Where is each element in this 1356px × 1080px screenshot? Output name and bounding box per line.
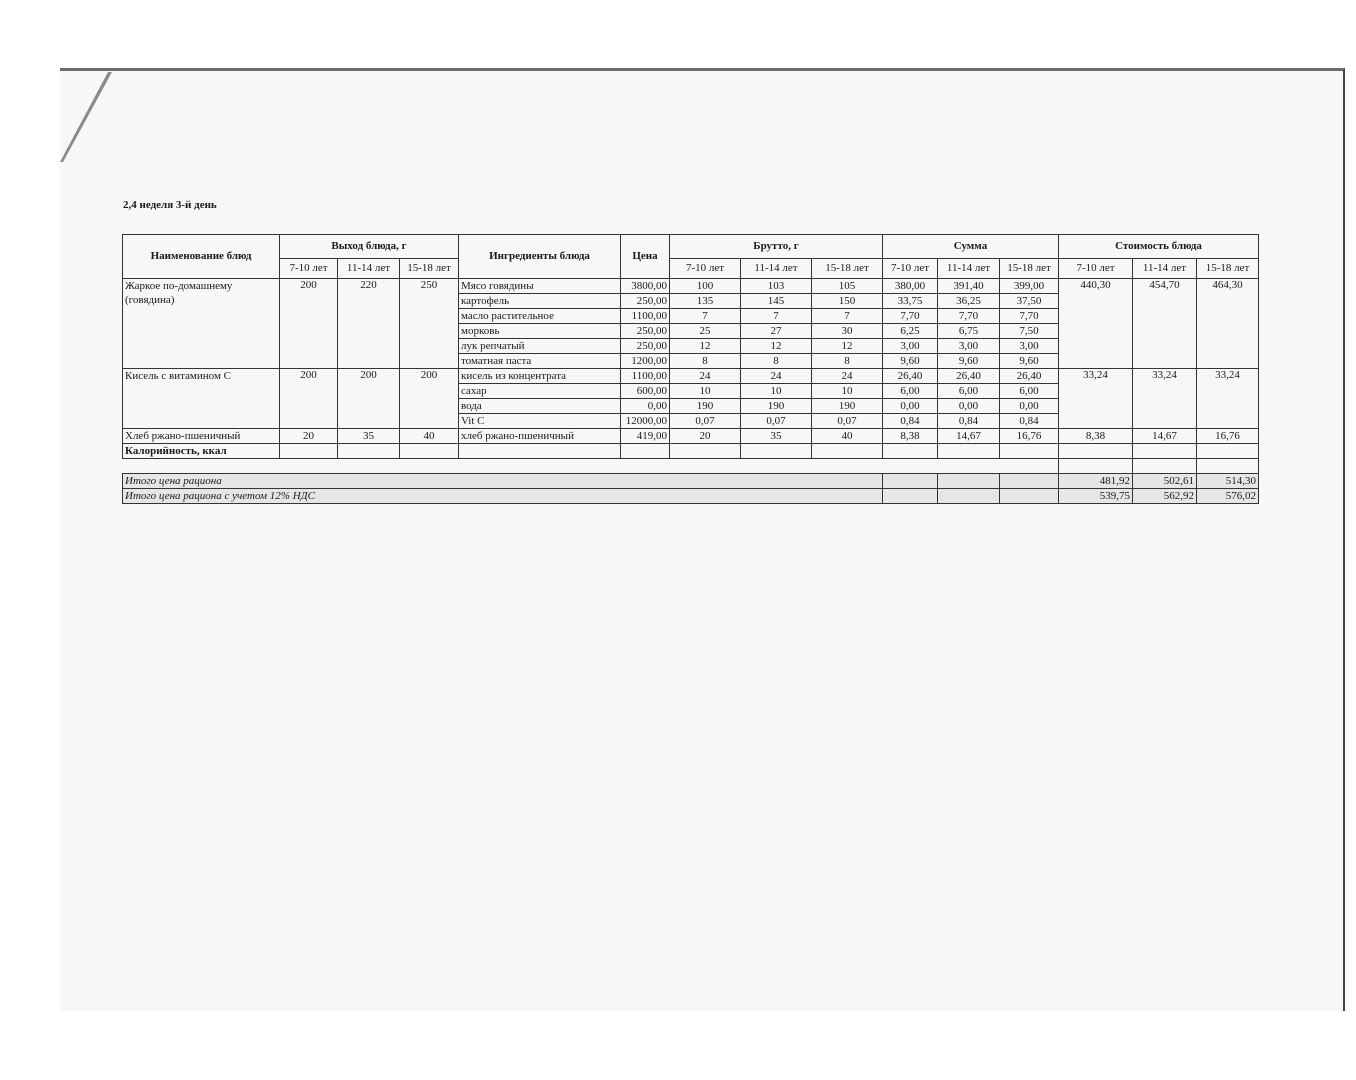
sum-value: 37,50 [1000,294,1059,309]
ingredient-price: 0,00 [621,399,670,414]
empty-cell [1197,444,1259,459]
dish-yield: 200 [400,369,459,429]
ingredient-price: 250,00 [621,339,670,354]
brutto-value: 12 [741,339,812,354]
sum-value: 6,75 [938,324,1000,339]
dish-cost: 33,24 [1133,369,1197,429]
dish-name: Жаркое по-домашнему (говядина) [123,279,280,369]
sum-value: 8,38 [883,429,938,444]
empty-cell [1133,444,1197,459]
dish-yield: 200 [280,369,338,429]
sum-value: 9,60 [938,354,1000,369]
dish-yield: 250 [400,279,459,369]
header-ingredients: Ингредиенты блюда [459,235,621,279]
brutto-value: 190 [741,399,812,414]
empty-cell [812,444,883,459]
empty-cell [938,474,1000,489]
header-age: 11-14 лет [338,259,400,279]
header-sum: Сумма [883,235,1059,259]
empty-cell [400,444,459,459]
header-brutto: Брутто, г [670,235,883,259]
sum-value: 399,00 [1000,279,1059,294]
dish-name: Кисель с витамином С [123,369,280,429]
dish-cost: 33,24 [1059,369,1133,429]
ingredient-price: 250,00 [621,324,670,339]
total-value: 481,92 [1059,474,1133,489]
empty-cell [938,489,1000,504]
brutto-value: 12 [812,339,883,354]
total-vat-value: 576,02 [1197,489,1259,504]
brutto-value: 24 [741,369,812,384]
brutto-value: 8 [670,354,741,369]
sum-value: 6,25 [883,324,938,339]
sum-value: 6,00 [938,384,1000,399]
header-age: 7-10 лет [670,259,741,279]
brutto-value: 7 [812,309,883,324]
sum-value: 380,00 [883,279,938,294]
sum-value: 26,40 [938,369,1000,384]
brutto-value: 105 [812,279,883,294]
header-price: Цена [621,235,670,279]
menu-cost-table [122,234,1259,504]
brutto-value: 40 [812,429,883,444]
brutto-value: 0,07 [812,414,883,429]
brutto-value: 190 [812,399,883,414]
brutto-value: 8 [812,354,883,369]
empty-cell [883,489,938,504]
sum-value: 391,40 [938,279,1000,294]
sum-value: 7,50 [1000,324,1059,339]
empty-cell [883,474,938,489]
dish-yield: 220 [338,279,400,369]
brutto-value: 30 [812,324,883,339]
dish-yield: 20 [280,429,338,444]
empty-cell [1059,459,1133,474]
empty-cell [1133,459,1197,474]
brutto-value: 7 [670,309,741,324]
sum-value: 26,40 [883,369,938,384]
scanned-paper-sheet [60,68,1345,1011]
brutto-value: 10 [741,384,812,399]
brutto-value: 135 [670,294,741,309]
header-age: 11-14 лет [741,259,812,279]
empty-cell [1059,444,1133,459]
header-age: 11-14 лет [938,259,1000,279]
sum-value: 0,00 [938,399,1000,414]
empty-cell [670,444,741,459]
sum-value: 0,84 [883,414,938,429]
sum-value: 3,00 [1000,339,1059,354]
dish-yield: 200 [338,369,400,429]
brutto-value: 25 [670,324,741,339]
brutto-value: 12 [670,339,741,354]
ingredient-name: кисель из концентрата [459,369,621,384]
empty-cell [459,444,621,459]
header-age: 15-18 лет [400,259,459,279]
brutto-value: 8 [741,354,812,369]
brutto-value: 24 [812,369,883,384]
dish-name: Хлеб ржано-пшеничный [123,429,280,444]
ingredient-name: морковь [459,324,621,339]
sum-value: 3,00 [938,339,1000,354]
header-age: 7-10 лет [883,259,938,279]
header-age: 11-14 лет [1133,259,1197,279]
brutto-value: 0,07 [670,414,741,429]
empty-cell [1197,459,1259,474]
empty-cell [1000,444,1059,459]
total-vat-value: 562,92 [1133,489,1197,504]
ingredient-price: 1100,00 [621,309,670,324]
ingredient-price: 12000,00 [621,414,670,429]
brutto-value: 190 [670,399,741,414]
brutto-value: 7 [741,309,812,324]
sum-value: 0,00 [1000,399,1059,414]
dish-cost: 440,30 [1059,279,1133,369]
dish-yield: 40 [400,429,459,444]
empty-cell [338,444,400,459]
ingredient-price: 1200,00 [621,354,670,369]
header-age: 7-10 лет [1059,259,1133,279]
empty-cell [883,444,938,459]
sum-value: 9,60 [883,354,938,369]
header-cost: Стоимость блюда [1059,235,1259,259]
dish-cost: 33,24 [1197,369,1259,429]
ingredient-price: 3800,00 [621,279,670,294]
ingredient-name: лук репчатый [459,339,621,354]
total-vat-label: Итого цена рациона с учетом 12% НДС [123,489,883,504]
sum-value: 9,60 [1000,354,1059,369]
dish-yield: 200 [280,279,338,369]
ingredient-name: сахар [459,384,621,399]
sum-value: 0,00 [883,399,938,414]
ingredient-price: 419,00 [621,429,670,444]
spacer-row [123,459,1059,474]
dish-cost: 454,70 [1133,279,1197,369]
ingredient-name: картофель [459,294,621,309]
ingredient-name: вода [459,399,621,414]
brutto-value: 100 [670,279,741,294]
brutto-value: 103 [741,279,812,294]
empty-cell [1000,489,1059,504]
header-age: 15-18 лет [1000,259,1059,279]
sum-value: 6,00 [1000,384,1059,399]
sum-value: 26,40 [1000,369,1059,384]
ingredient-name: Vit C [459,414,621,429]
brutto-value: 145 [741,294,812,309]
header-age: 7-10 лет [280,259,338,279]
sum-value: 0,84 [938,414,1000,429]
sum-value: 3,00 [883,339,938,354]
dish-cost: 16,76 [1197,429,1259,444]
empty-cell [280,444,338,459]
ingredient-name: томатная паста [459,354,621,369]
header-yield: Выход блюда, г [280,235,459,259]
header-dish-name: Наименование блюд [123,235,280,279]
sum-value: 7,70 [883,309,938,324]
dish-yield: 35 [338,429,400,444]
sum-value: 0,84 [1000,414,1059,429]
ingredient-name: Мясо говядины [459,279,621,294]
sum-value: 7,70 [938,309,1000,324]
ingredient-price: 250,00 [621,294,670,309]
brutto-value: 150 [812,294,883,309]
brutto-value: 0,07 [741,414,812,429]
empty-cell [741,444,812,459]
sum-value: 7,70 [1000,309,1059,324]
ingredient-price: 1100,00 [621,369,670,384]
total-value: 502,61 [1133,474,1197,489]
header-age: 15-18 лет [812,259,883,279]
ingredient-name: хлеб ржано-пшеничный [459,429,621,444]
sum-value: 14,67 [938,429,1000,444]
brutto-value: 10 [812,384,883,399]
brutto-value: 27 [741,324,812,339]
sum-value: 16,76 [1000,429,1059,444]
ingredient-price: 600,00 [621,384,670,399]
dish-cost: 464,30 [1197,279,1259,369]
empty-cell [938,444,1000,459]
dish-cost: 8,38 [1059,429,1133,444]
sum-value: 36,25 [938,294,1000,309]
total-vat-value: 539,75 [1059,489,1133,504]
brutto-value: 24 [670,369,741,384]
empty-cell [1000,474,1059,489]
empty-cell [621,444,670,459]
brutto-value: 10 [670,384,741,399]
dish-cost: 14,67 [1133,429,1197,444]
sum-value: 6,00 [883,384,938,399]
header-age: 15-18 лет [1197,259,1259,279]
total-label: Итого цена рациона [123,474,883,489]
document-title: 2,4 неделя 3-й день [123,199,217,211]
brutto-value: 20 [670,429,741,444]
sum-value: 33,75 [883,294,938,309]
brutto-value: 35 [741,429,812,444]
calories-label: Калорийность, ккал [123,444,280,459]
ingredient-name: масло растительное [459,309,621,324]
total-value: 514,30 [1197,474,1259,489]
